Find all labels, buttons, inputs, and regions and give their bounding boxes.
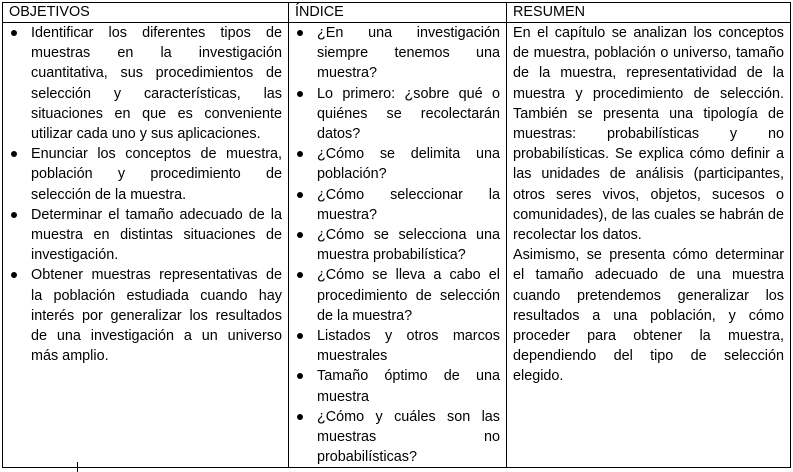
resumen-paragraph-2: Asimismo, se presenta cómo determinar el tamaño adecuado de una muestra cuando pretendemos generalizar los resultados a una población, y cómo proceder para obtener la muestra, dependiendo del tipo de selección elegido. — [513, 247, 784, 385]
indice-cell — [289, 23, 507, 468]
indice-item: ¿Cómo y cuáles son las muestras no probabilísticas? — [295, 407, 500, 468]
objetivo-item: Obtener muestras representativas de la población estudiada cuando hay interés por generalizar los resultados de una investigación a un universo más amplio. — [9, 265, 282, 366]
header-indice: ÍNDICE — [289, 3, 507, 23]
indice-item: ¿Cómo seleccionar la muestra? — [295, 185, 500, 225]
resumen-cell — [507, 23, 791, 468]
indice-item: ¿Cómo se delimita una población? — [295, 144, 500, 184]
indice-item: Lo primero: ¿sobre qué o quiénes se recolectarán datos? — [295, 84, 500, 145]
indice-list — [295, 23, 500, 467]
text-cursor-mark — [77, 462, 78, 472]
header-row — [3, 3, 791, 23]
chapter-overview-table — [2, 2, 791, 468]
objetivo-item: Identificar los diferentes tipos de muestras en la investigación cuantitativa, sus procedimientos de selección y características, las situaciones en que es conveniente utilizar cada uno y sus aplicaciones. — [9, 23, 282, 144]
objetivo-item: Enunciar los conceptos de muestra, población y procedimiento de selección de la muestra. — [9, 144, 282, 205]
objetivos-list — [9, 23, 282, 366]
indice-item: Tamaño óptimo de una muestra — [295, 366, 500, 406]
resumen-paragraph-1: En el capítulo se analizan los conceptos de muestra, población o universo, tamaño de la muestra, representatividad de la muestra y procedimiento de selección. También se presenta una tipología de muestras: probabilísticas y no probabilísticas. Se explica cómo definir a las unidades de análisis (participantes, otros seres vivos, objetos, sucesos o comunidades), de las cuales se habrán de recolectar los datos. — [513, 25, 784, 244]
header-objetivos: OBJETIVOS — [3, 3, 289, 23]
indice-item: ¿Cómo se lleva a cabo el procedimiento de selección de la muestra? — [295, 265, 500, 326]
indice-item: ¿Cómo se selecciona una muestra probabilística? — [295, 225, 500, 265]
header-resumen: RESUMEN — [507, 3, 791, 23]
indice-item: ¿En una investigación siempre tenemos una muestra? — [295, 23, 500, 84]
content-row — [3, 23, 791, 468]
indice-item: Listados y otros marcos muestrales — [295, 326, 500, 366]
objetivo-item: Determinar el tamaño adecuado de la muestra en distintas situaciones de investigación. — [9, 205, 282, 266]
objetivos-cell — [3, 23, 289, 468]
